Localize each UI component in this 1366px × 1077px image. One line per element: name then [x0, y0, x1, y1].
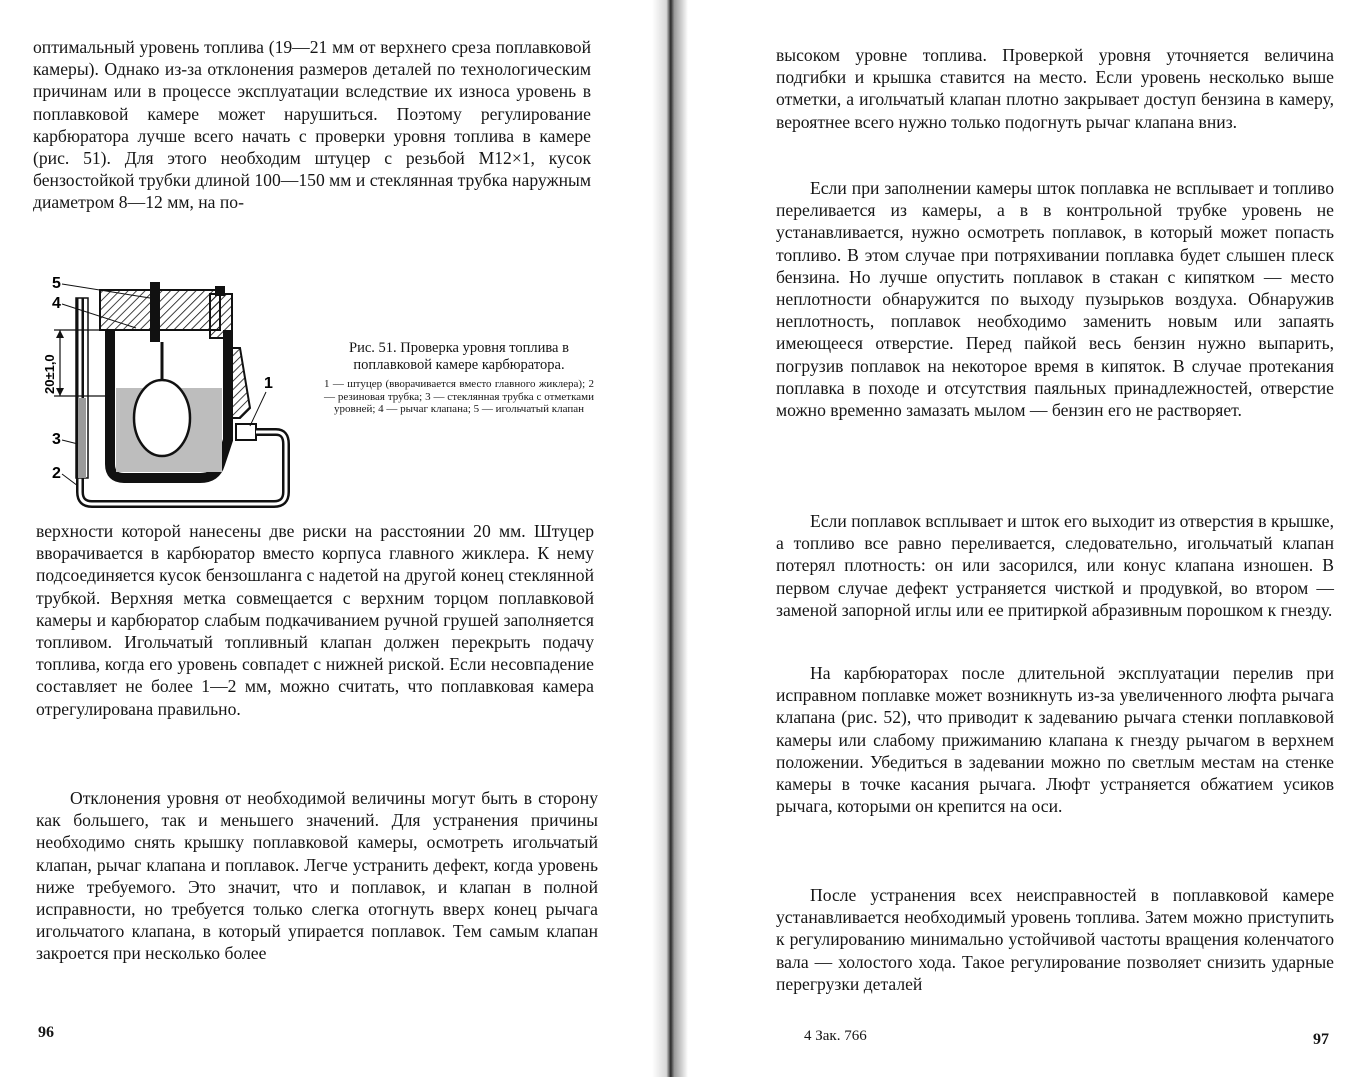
fitting [236, 424, 256, 440]
left-paragraph-1: оптимальный уровень топлива (19—21 мм от верхнего среза поплавковой камеры). Однако из-за отклонения размеров деталей по технологическим причинам или в процессе эксплуатации вследствие их износа уровень в поплавковой камере может нарушиться. Поэтому регулирование карбюратора лучше всего начать с проверки уровня топлива в камере (рис. 51). Для этого необходим штуцер с резьбой M12×1, кусок бензостойкой трубки длиной 100—150 мм и стеклянная трубка наружным диаметром 8—12 мм, на по- [33, 37, 591, 213]
right-paragraph-3: Если поплавок всплывает и шток его выходит из отверстия в крышке, а топливо все равно переливается, следовательно, игольчатый клапан потерял плотность: он или засорился, или конус клапана изношен. В первом случае дефект устраняется чисткой и продувкой, во втором — заменой запорной иглы или ее притиркой абразивным порошком к гнезду. [776, 511, 1334, 620]
dimension-label: 20±1,0 [42, 354, 57, 394]
callout-5: 5 [52, 275, 61, 292]
right-paragraph-2: Если при заполнении камеры шток поплавка не всплывает и топливо переливается из камеры, а в в контрольной трубке уровень не устанавливается, нужно осмотреть поплавок, в который может попасть топливо. В этом случае при потряхивании поплавка будет слышен плеск бензина. Но лучше опустить поплавок в стакан с кипятком — место неплотности обнаружится по выходу пузырьков воздуха. Обнаружив неплотность, поплавок необходимо заменить новым или запаять имеющееся отверстие. Перед пайкой весь бензин нужно выпарить, погрузив поплавок на некоторое время в кипяток. В случае протекания поплавка в походе и отсутствия паяльных принадлежностей, отверстие можно временно замазать мылом — бензин его не растворяет. [776, 178, 1334, 421]
page-number-left: 96 [38, 1024, 54, 1041]
callout-1: 1 [264, 375, 273, 392]
callout-2: 2 [52, 465, 61, 482]
printer-signature: 4 Зак. 766 [804, 1028, 867, 1044]
figure-caption [324, 340, 594, 416]
page-number-right: 97 [1313, 1031, 1329, 1048]
right-paragraph-4: На карбюраторах после длительной эксплуатации перелив при исправном поплавке может возникнуть из-за увеличенного люфта рычага клапана (рис. 52), что приводит к задеванию рычага стенки поплавковой камеры или слабому прижиманию клапана к гнезду рычагом в верхнем положении. Убедиться в задевании можно по светлым местам на стенке камеры в точке касания рычага. Люфт устраняется обжатием усиков рычага, которыми он крепится на оси. [776, 663, 1334, 817]
left-page [0, 0, 652, 1077]
figure-caption-title: Рис. 51. Проверка уровня топлива в поплавковой камере карбюратора. [349, 340, 569, 373]
right-paragraph-1: высоком уровне топлива. Проверкой уровня уточняется величина подгибки и крышка ставится на место. Если уровень несколько выше отметки, а игольчатый клапан плотно закрывает доступ бензина в камеру, вероятнее всего нужно только подогнуть рычаг клапана вниз. [776, 45, 1334, 132]
carburetor-float-chamber-figure [40, 268, 308, 514]
book-gutter [652, 0, 688, 1077]
right-page [688, 0, 1366, 1077]
left-paragraph-2: верхности которой нанесены две риски на расстоянии 20 мм. Штуцер вворачивается в карбюратор вместо корпуса главного жиклера. К нему подсоединяется кусок бензошланга с надетой на другой конец стеклянной трубкой. Верхняя метка совмещается с верхним торцом поплавковой камеры и карбюратор слабым подкачиванием ручной грушей заполняется топливом. Игольчатый топливный клапан должен перекрыть подачу топлива, когда его уровень совпадет с нижней риской. Если несовпадение составляет не более 1—2 мм, можно считать, что поплавковая камера отрегулирована правильно. [36, 521, 594, 719]
needle-valve [150, 282, 160, 342]
callout-4: 4 [52, 295, 61, 312]
float [134, 380, 190, 456]
right-paragraph-5: После устранения всех неисправностей в поплавковой камере устанавливается необходимый уровень топлива. Затем можно приступить к регулированию минимально устойчивой частоты вращения коленчатого вала — холостого хода. Такое регулирование позволяет снизить ударные перегрузки деталей [776, 885, 1334, 994]
figure-caption-legend: 1 — штуцер (вворачивается вместо главного жиклера); 2 — резиновая трубка; 3 — стеклянная трубка с отметками уровней; 4 — рычаг клапана; 5 — игольчатый клапан [324, 378, 594, 416]
left-paragraph-3: Отклонения уровня от необходимой величины могут быть в сторону как большего, так и меньшего значений. Для устранения причины необходимо снять крышку поплавковой камеры, осмотреть игольчатый клапан, рычаг клапана и поплавок. Легче устранить дефект, когда уровень ниже требуемого. Это значит, что и поплавок, и клапан в полной исправности, но требуется только слегка отогнуть вверх конец рычага игольчатого клапана, в который упирается поплавок. Тем самым клапан закроется при несколько более [36, 788, 598, 964]
callout-3: 3 [52, 431, 61, 448]
